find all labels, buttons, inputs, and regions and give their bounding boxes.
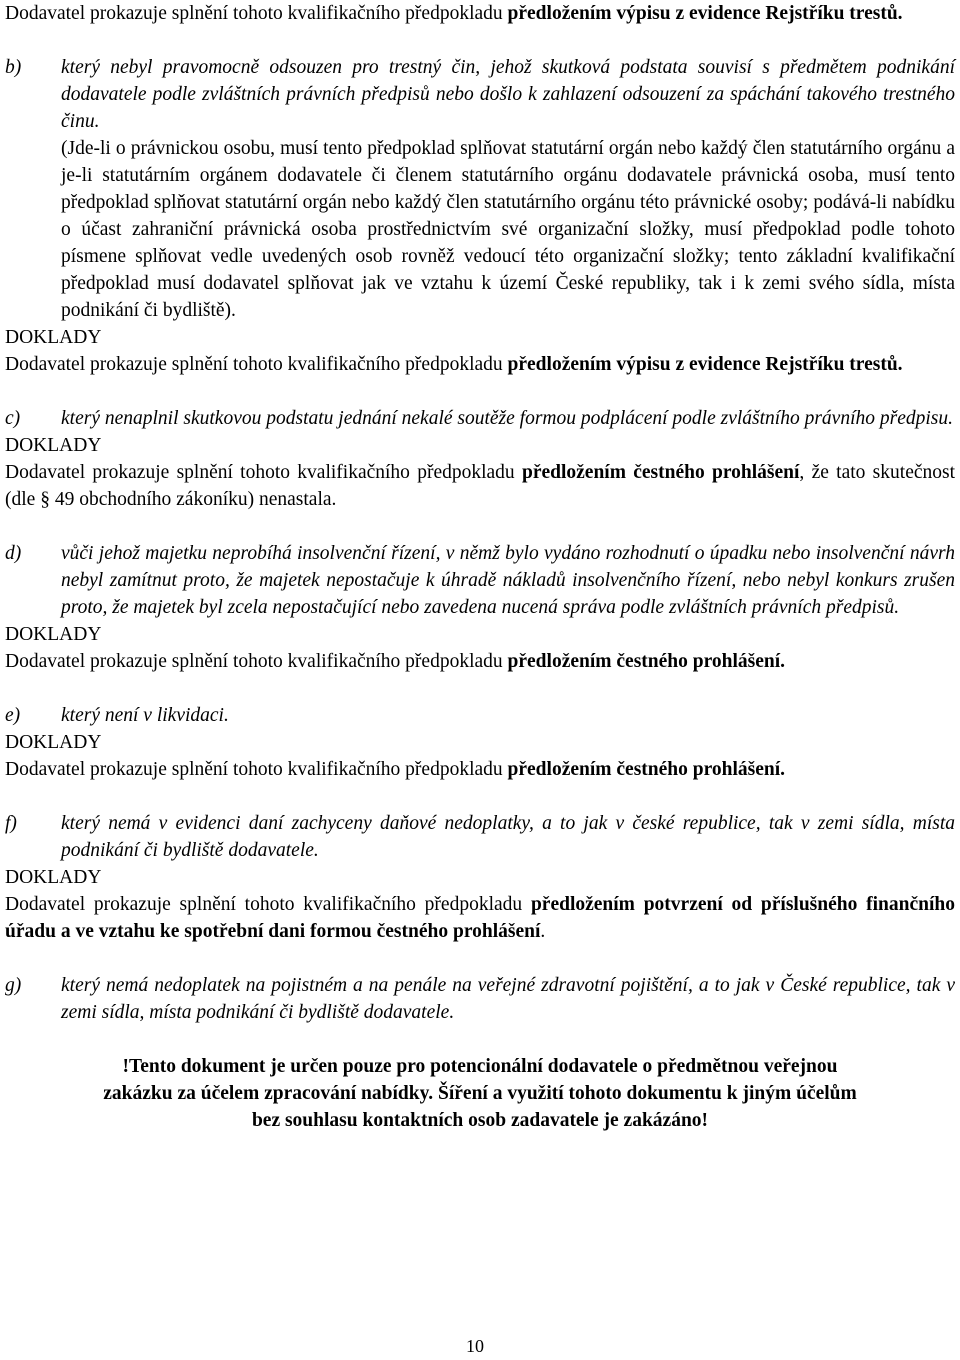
item-label: c) xyxy=(5,408,21,429)
proof-text: Dodavatel prokazuje splnění tohoto kvalifikačního předpokladu xyxy=(5,651,508,672)
item-note: (Jde-li o právnickou osobu, musí tento předpoklad splňovat statutární orgán nebo každý člen statutárního orgánu a je-li statutárním orgánem dodavatele či členem statutárního orgánu dodavatele právnická osoba, musí tento předpoklad splňovat statutární orgán nebo každý člen statutárního orgánu této právnické osoby; podává-li nabídku o účast zahraniční právnická osoba prostřednictvím své organizační složky, musí předpoklad podle tohoto písmene splňovat vedle uvedených osob rovněž vedoucí této organizační složky; tento základní kvalifikační předpoklad musí dodavatel splňovat jak ve vztahu k území České republiky, tak i k zemi svého sídla, místa podnikání či bydliště). xyxy=(61,138,955,321)
doklady-heading: DOKLADY xyxy=(5,624,102,645)
proof-bold: předložením čestného prohlášení. xyxy=(507,651,786,672)
proof-bold: předložením potvrzení od příslušného finančního úřadu a ve vztahu ke spotřební dani formou čestného prohlášení xyxy=(5,894,955,942)
list-item-c xyxy=(5,405,955,432)
item-label: d) xyxy=(5,543,22,564)
proof-paragraph-a xyxy=(5,0,955,27)
proof-paragraph xyxy=(5,459,955,513)
proof-paragraph xyxy=(5,891,955,945)
notice-line: bez souhlasu kontaktních osob zadavatele je zakázáno! xyxy=(251,1110,709,1131)
proof-rest: . xyxy=(540,921,546,942)
page-number: 10 xyxy=(466,1336,484,1356)
doklady-heading: DOKLADY xyxy=(5,867,102,888)
item-label: e) xyxy=(5,705,21,726)
proof-text: Dodavatel prokazuje splnění tohoto kvalifikačního předpokladu xyxy=(5,462,522,483)
item-label: g) xyxy=(5,975,22,996)
item-label: b) xyxy=(5,57,22,78)
list-item-g xyxy=(5,972,955,1026)
list-item-f xyxy=(5,810,955,864)
proof-paragraph xyxy=(5,648,955,675)
item-text: který není v likvidaci. xyxy=(61,705,229,726)
item-text: který nemá nedoplatek na pojistném a na penále na veřejné zdravotní pojištění, a to jak v České republice, tak v zemi sídla, místa podnikání či bydliště dodavatele. xyxy=(61,975,955,1023)
proof-rest: , že tato skutečnost (dle § 49 obchodního zákoníku) nenastala. xyxy=(5,462,956,510)
proof-bold: předložením výpisu z evidence Rejstříku trestů. xyxy=(507,354,903,375)
confidentiality-notice xyxy=(5,1053,955,1134)
proof-text: Dodavatel prokazuje splnění tohoto kvalifikačního předpokladu xyxy=(5,3,508,24)
notice-line: !Tento dokument je určen pouze pro potencionální dodavatele o předmětnou veřejnou xyxy=(122,1056,838,1077)
item-text: který nebyl pravomocně odsouzen pro trestný čin, jehož skutková podstata souvisí s předmětem podnikání dodavatele podle zvláštních právních předpisů nebo došlo k zahlazení odsouzení za spáchání takového trestného činu. xyxy=(61,57,955,132)
proof-text: Dodavatel prokazuje splnění tohoto kvalifikačního předpokladu xyxy=(5,354,508,375)
proof-paragraph xyxy=(5,756,955,783)
proof-bold: předložením čestného prohlášení xyxy=(521,462,800,483)
doklady-heading: DOKLADY xyxy=(5,327,102,348)
list-item-d xyxy=(5,540,955,621)
item-text: který nenaplnil skutkovou podstatu jednání nekalé soutěže formou podplácení podle zvláštního právního předpisu. xyxy=(61,408,953,429)
proof-bold: předložením čestného prohlášení. xyxy=(507,759,786,780)
proof-paragraph xyxy=(5,351,955,378)
proof-text: Dodavatel prokazuje splnění tohoto kvalifikačního předpokladu xyxy=(5,759,508,780)
proof-text: Dodavatel prokazuje splnění tohoto kvalifikačního předpokladu xyxy=(5,894,531,915)
doklady-heading: DOKLADY xyxy=(5,732,102,753)
proof-bold: předložením výpisu z evidence Rejstříku trestů. xyxy=(507,3,903,24)
document-page xyxy=(5,0,955,1134)
list-item-b xyxy=(5,54,955,135)
item-text: vůči jehož majetku neprobíhá insolvenční řízení, v němž bylo vydáno rozhodnutí o úpadku nebo insolvenční návrh nebyl zamítnut proto, že majetek nepostačuje k úhradě nákladů insolvenčního řízení, nebo nebyl konkurs zrušen proto, že majetek byl zcela nepostačující nebo zavedena nucená správa podle zvláštních právních předpisů. xyxy=(61,543,955,618)
doklady-heading: DOKLADY xyxy=(5,435,102,456)
item-text: který nemá v evidenci daní zachyceny daňové nedoplatky, a to jak v české republice, tak v zemi sídla, místa podnikání či bydliště dodavatele. xyxy=(61,813,955,861)
item-label: f) xyxy=(5,813,17,834)
notice-line: zakázku za účelem zpracování nabídky. Šíření a využití tohoto dokumentu k jiným účelům xyxy=(103,1083,857,1104)
list-item-e xyxy=(5,702,955,729)
